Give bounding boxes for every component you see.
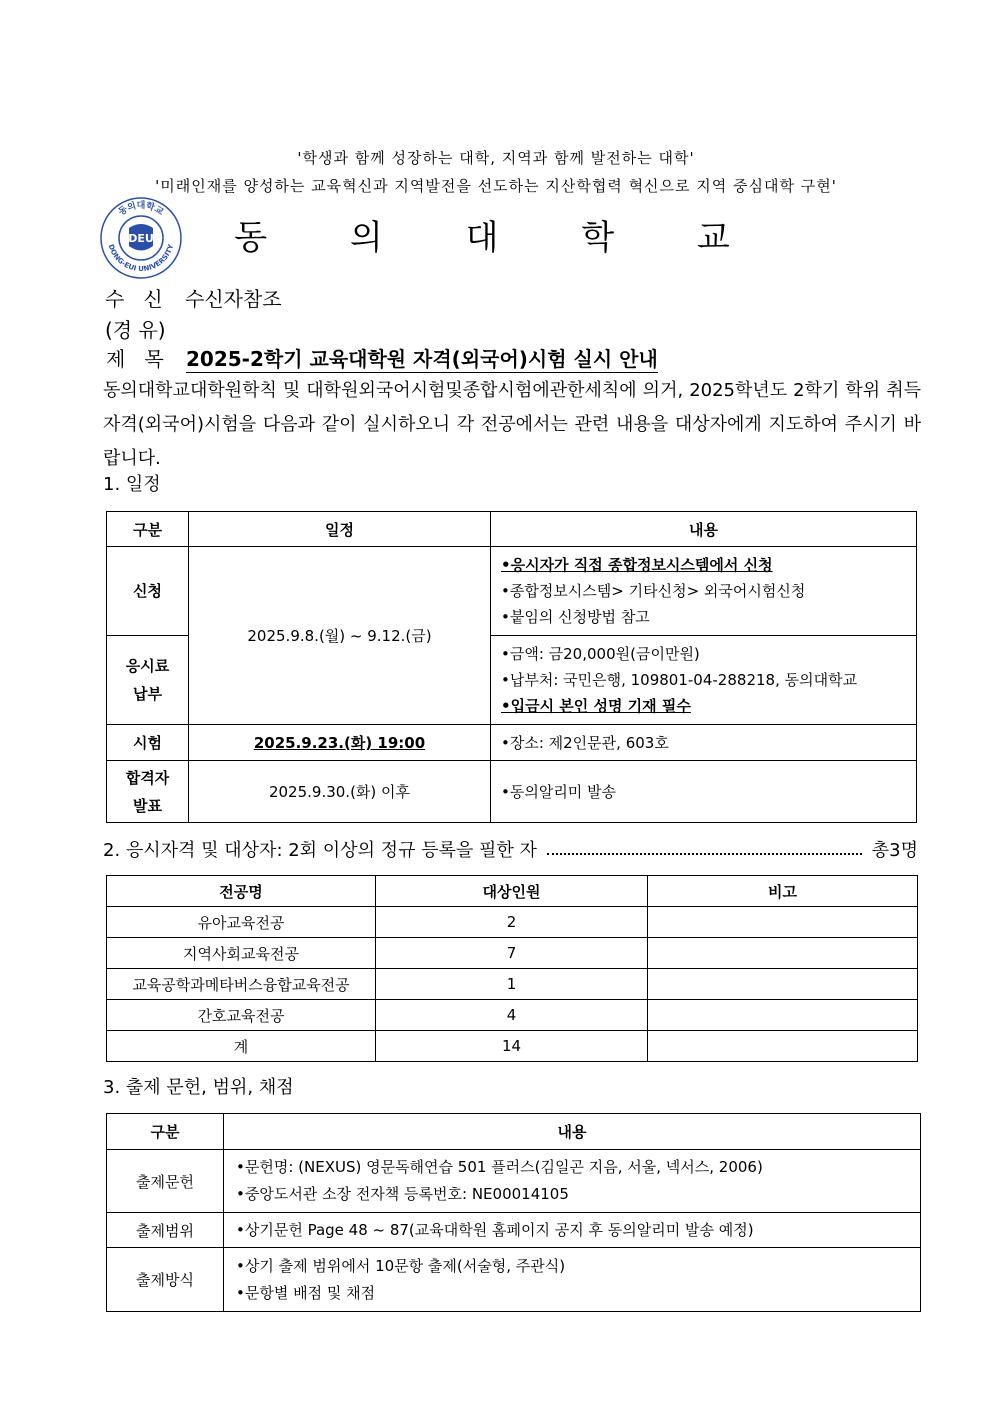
- subject-row: [106, 343, 658, 372]
- via-label: (경 유): [105, 318, 166, 342]
- table-row: [107, 969, 918, 1000]
- recipient-label: 수 신: [105, 287, 163, 311]
- apply-period: 2025.9.8.(월) ~ 9.12.(금): [189, 547, 491, 725]
- cell-note: [648, 969, 918, 1000]
- row-content: [224, 1248, 921, 1312]
- cell-note: [648, 1031, 918, 1062]
- result-label-line-2: 발표: [133, 796, 162, 815]
- result-method: •동의알리미 발송: [491, 761, 917, 823]
- row-content: [224, 1150, 921, 1213]
- section-2-title: 2. 응시자격 및 대상자: 2회 이상의 정규 등록을 필한 자: [103, 840, 537, 861]
- header-category: 구분: [107, 1114, 224, 1150]
- table-header-row: [107, 512, 917, 547]
- cell-count: 7: [376, 938, 648, 969]
- section-3-title: 3. 출제 문헌, 범위, 채점: [103, 1077, 294, 1098]
- section-2-title-row: [103, 836, 918, 862]
- cell-count: 1: [376, 969, 648, 1000]
- table-row: [107, 1000, 918, 1031]
- row-label: 출제방식: [107, 1248, 224, 1312]
- slogan-line-2: '미래인재를 양성하는 교육혁신과 지역발전을 선도하는 지산학협력 혁신으로 지역 중심대학 구현': [155, 177, 837, 195]
- cell-count: 2: [376, 907, 648, 938]
- cell-note: [648, 1000, 918, 1031]
- exam-info-table: [106, 1113, 921, 1312]
- table-header-row: [107, 876, 918, 907]
- table-row: [107, 547, 917, 636]
- list-item: •상기 출제 범위에서 10문항 출제(서술형, 주관식): [236, 1256, 566, 1275]
- list-item: •응시자가 직접 종합정보시스템에서 신청: [501, 556, 773, 574]
- header-major: 전공명: [107, 876, 376, 907]
- list-item: •문항별 배점 및 채점: [236, 1283, 376, 1302]
- table-row: [107, 938, 918, 969]
- list-item: •상기문헌 Page 48 ~ 87(교육대학원 홈페이지 공지 후 동의알리미 발송 예정): [236, 1220, 754, 1239]
- result-date: 2025.9.30.(화) 이후: [189, 761, 491, 823]
- table-row: [107, 907, 918, 938]
- logo-ring-text-top: 동의대학교: [117, 201, 165, 218]
- fee-label: [107, 636, 189, 725]
- cell-note: [648, 907, 918, 938]
- result-label-line-1: 합격자: [125, 768, 170, 787]
- table-row: [107, 725, 917, 761]
- exam-date: 2025.9.23.(화) 19:00: [189, 725, 491, 761]
- logo-mark-text: DEU: [128, 232, 154, 245]
- cell-note: [648, 938, 918, 969]
- list-item: •납부처: 국민은행, 109801-04-288218, 동의대학교: [501, 671, 858, 689]
- fee-content: [491, 636, 917, 725]
- header-note: 비고: [648, 876, 918, 907]
- header-content: 내용: [224, 1114, 921, 1150]
- list-item: •종합정보시스템> 기타신청> 외국어시험신청: [501, 582, 806, 600]
- slogan-line-1: '학생과 함께 성장하는 대학, 지역과 함께 발전하는 대학': [297, 149, 695, 167]
- row-label: 출제문헌: [107, 1150, 224, 1213]
- total-count: 총3명: [871, 840, 918, 861]
- university-name: 동 의 대 학 교: [234, 218, 766, 258]
- table-row-total: [107, 1031, 918, 1062]
- header-category: 구분: [107, 512, 189, 547]
- leader-dots: [547, 843, 862, 855]
- apply-label: 신청: [107, 547, 189, 636]
- row-label: 출제범위: [107, 1213, 224, 1248]
- table-row: [107, 1248, 921, 1312]
- apply-content: [491, 547, 917, 636]
- cell-major: 간호교육전공: [107, 1000, 376, 1031]
- cell-major: 유아교육전공: [107, 907, 376, 938]
- row-content: [224, 1213, 921, 1248]
- result-label: [107, 761, 189, 823]
- header-schedule: 일정: [189, 512, 491, 547]
- exam-label: 시험: [107, 725, 189, 761]
- list-item: •문헌명: (NEXUS) 영문독해연습 501 플러스(김일곤 지음, 서울, 넥서스, 2006): [236, 1158, 763, 1176]
- university-logo: [100, 197, 182, 279]
- cell-major: 계: [107, 1031, 376, 1062]
- header-content: 내용: [491, 512, 917, 547]
- recipient-value: 수신자참조: [185, 287, 282, 311]
- recipient-row: [105, 283, 282, 312]
- section-1-title: 1. 일정: [103, 474, 161, 495]
- fee-label-line-1: 응시료: [125, 657, 170, 675]
- header-count: 대상인원: [376, 876, 648, 907]
- subject-value: 2025-2학기 교육대학원 자격(외국어)시험 실시 안내: [186, 347, 658, 371]
- logo-ring-text-bottom: DONG-EUI UNIVERSITY: [106, 243, 176, 274]
- list-item: •입금시 본인 성명 기재 필수: [501, 697, 691, 715]
- eligibility-table: [106, 875, 918, 1062]
- cell-major: 교육공학과메타버스융합교육전공: [107, 969, 376, 1000]
- list-item: •금액: 금20,000원(금이만원): [501, 645, 700, 663]
- table-row: [107, 761, 917, 823]
- exam-place: •장소: 제2인문관, 603호: [491, 725, 917, 761]
- subject-label: 제 목: [106, 347, 164, 371]
- cell-count: 4: [376, 1000, 648, 1031]
- schedule-table: [106, 511, 917, 823]
- fee-label-line-2: 납부: [133, 685, 162, 703]
- via-row: [105, 314, 166, 343]
- list-item: •붙임의 신청방법 참고: [501, 608, 650, 626]
- table-row: [107, 1213, 921, 1248]
- table-header-row: [107, 1114, 921, 1150]
- list-item: •중앙도서관 소장 전자책 등록번호: NE00014105: [236, 1185, 569, 1203]
- intro-paragraph: 동의대학교대학원학칙 및 대학원외국어시험및종합시험에관한세칙에 의거, 2025학년도 2학기 학위 취득 자격(외국어)시험을 다음과 같이 실시하오니 각 전공에서는 관련 내용을 대상자에게 지도하여 주시기 바랍니다.: [103, 380, 921, 469]
- cell-count: 14: [376, 1031, 648, 1062]
- table-row: [107, 1150, 921, 1213]
- cell-major: 지역사회교육전공: [107, 938, 376, 969]
